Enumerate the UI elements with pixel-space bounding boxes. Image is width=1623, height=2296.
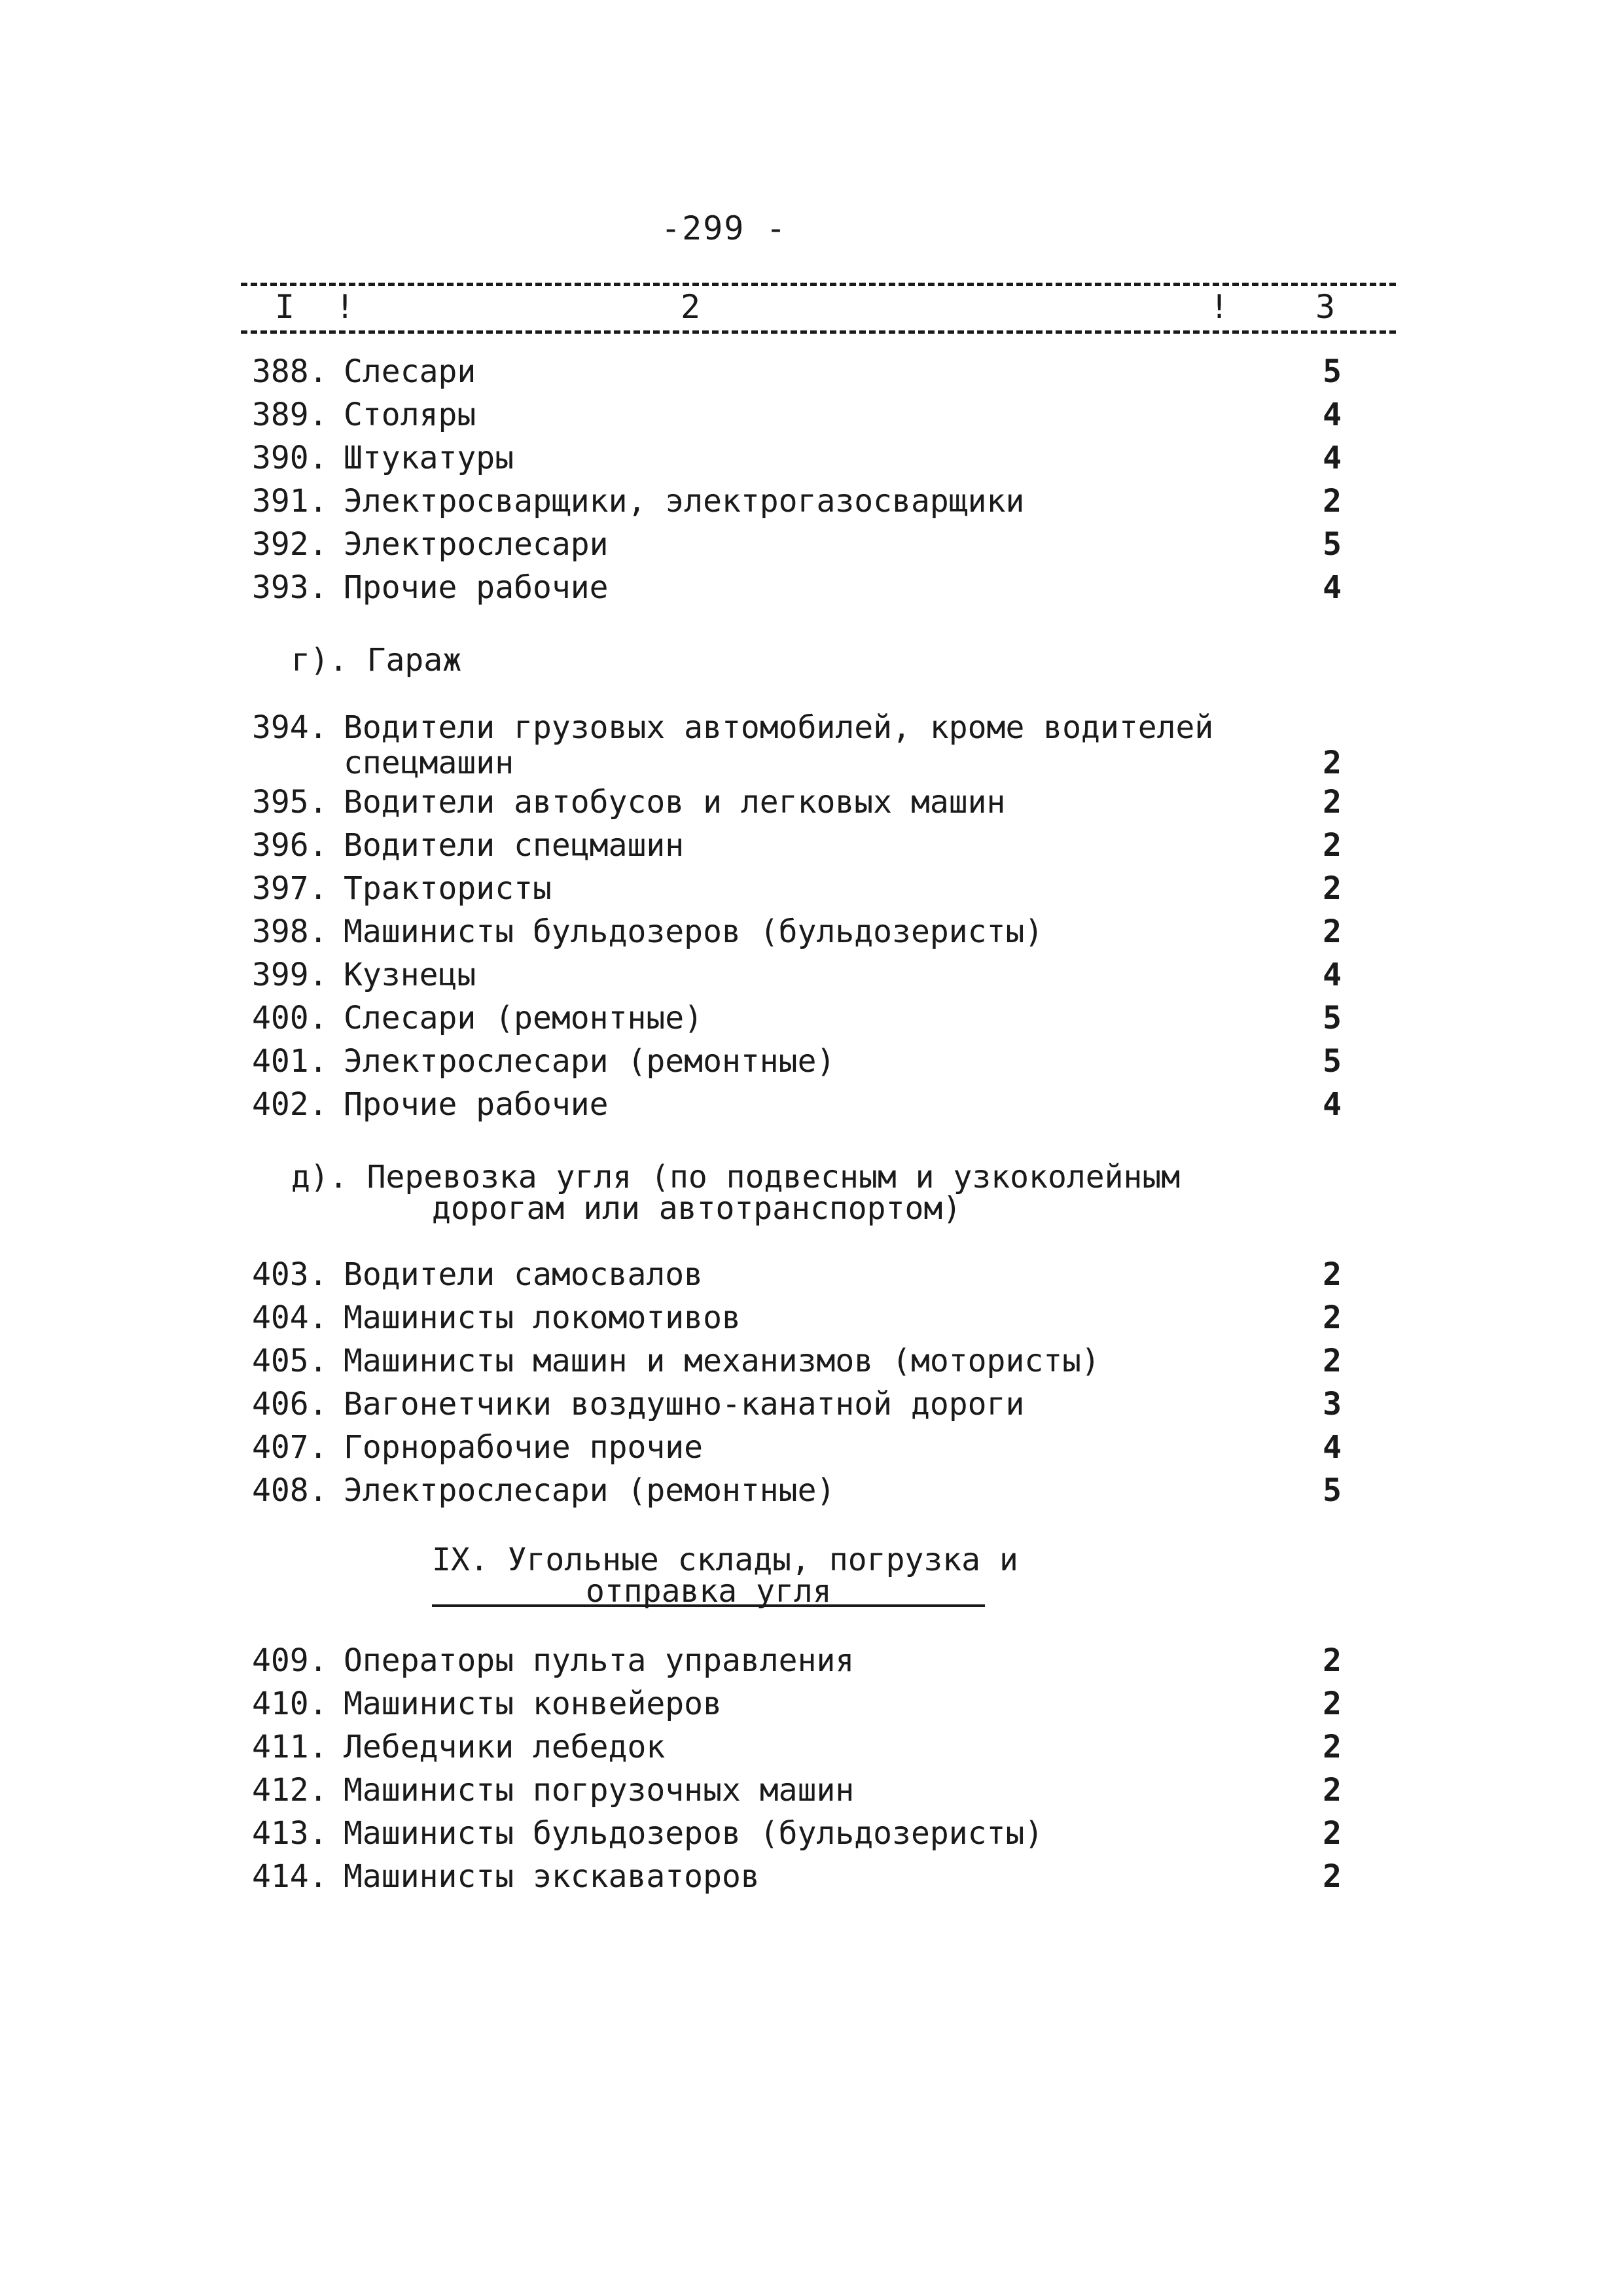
- item-number: 399.: [252, 957, 328, 993]
- list-item: [252, 1253, 1342, 1296]
- item-value: 2: [1323, 1686, 1342, 1722]
- item-number: 402.: [252, 1086, 328, 1123]
- item-label: Электросварщики, электрогазосварщики: [344, 483, 1025, 520]
- item-label: Машинисты бульдозеров (бульдозеристы): [344, 1815, 1044, 1852]
- subheading-garage: г). Гараж: [291, 642, 462, 679]
- item-number: 405.: [252, 1343, 328, 1379]
- item-value: 4: [1323, 440, 1342, 476]
- item-label: Штукатуры: [344, 440, 514, 476]
- item-label: Лебедчики лебедок: [344, 1729, 666, 1765]
- page-number: -299 -: [661, 209, 787, 247]
- item-value: 2: [1323, 1815, 1342, 1852]
- item-label: Водители автобусов и легковых машин: [344, 784, 1006, 821]
- item-label: Вагонетчики воздушно-канатной дороги: [344, 1386, 1025, 1422]
- list-item: [252, 1426, 1342, 1469]
- item-value: 5: [1323, 1472, 1342, 1509]
- list-item: [252, 1769, 1342, 1812]
- item-label: Машинисты экскаваторов: [344, 1858, 760, 1895]
- list-item: [252, 1040, 1342, 1083]
- subheading-line1: д). Перевозка угля (по подвесным и узкоколейным: [291, 1159, 1181, 1195]
- item-number: 413.: [252, 1815, 328, 1852]
- section-title: [432, 1542, 1018, 1610]
- item-value: 2: [1323, 1858, 1342, 1895]
- item-number: 410.: [252, 1686, 328, 1722]
- list-item: [252, 824, 1342, 867]
- item-label-line2: спецмашин: [344, 745, 514, 781]
- list-item: [252, 910, 1342, 953]
- item-value: 5: [1323, 526, 1342, 563]
- list-item: [252, 566, 1342, 609]
- item-label: Электрослесари (ремонтные): [344, 1472, 836, 1509]
- item-number: 414.: [252, 1858, 328, 1895]
- item-label: Электрослесари: [344, 526, 609, 563]
- item-value: 4: [1323, 1086, 1342, 1123]
- item-value: 2: [1323, 1299, 1342, 1336]
- list-item: [252, 781, 1342, 824]
- item-value: 2: [1323, 483, 1342, 520]
- item-value: 5: [1323, 353, 1342, 390]
- item-number: 398.: [252, 913, 328, 950]
- item-label: Столяры: [344, 397, 476, 433]
- item-label: Прочие рабочие: [344, 1086, 609, 1123]
- list-item: [252, 867, 1342, 910]
- item-number: 401.: [252, 1043, 328, 1080]
- item-number: 396.: [252, 827, 328, 864]
- item-value: 2: [1323, 1256, 1342, 1293]
- item-label: Машинисты погрузочных машин: [344, 1772, 855, 1809]
- item-number: 412.: [252, 1772, 328, 1809]
- section-title-line1: IX. Угольные склады, погрузка и: [432, 1542, 1018, 1578]
- list-item: [252, 1855, 1342, 1898]
- list-item: [252, 1339, 1342, 1383]
- item-value: 2: [1323, 784, 1342, 821]
- item-label: Машинисты конвейеров: [344, 1686, 722, 1722]
- item-number: 403.: [252, 1256, 328, 1293]
- item-number: 388.: [252, 353, 328, 390]
- item-value: 4: [1323, 957, 1342, 993]
- column-separator-1: !: [335, 288, 355, 326]
- item-label: Водители самосвалов: [344, 1256, 704, 1293]
- list-item: [252, 523, 1342, 566]
- list-item: [252, 1383, 1342, 1426]
- item-value: 5: [1323, 1000, 1342, 1036]
- item-label: Прочие рабочие: [344, 569, 609, 606]
- item-number: 409.: [252, 1642, 328, 1679]
- item-label: Слесари: [344, 353, 476, 390]
- section-title-underline: [432, 1604, 985, 1607]
- item-label: Операторы пульта управления: [344, 1642, 855, 1679]
- list-item: [252, 1725, 1342, 1769]
- item-value: 2: [1323, 1343, 1342, 1379]
- list-item: [252, 710, 1342, 781]
- list-item: [252, 1639, 1342, 1682]
- item-value: 3: [1323, 1386, 1342, 1422]
- item-label: Слесари (ремонтные): [344, 1000, 704, 1036]
- item-number: 404.: [252, 1299, 328, 1336]
- item-value: 2: [1323, 913, 1342, 950]
- item-label: Электрослесари (ремонтные): [344, 1043, 836, 1080]
- item-number: 389.: [252, 397, 328, 433]
- list-group-g: [252, 710, 1342, 1126]
- subheading-line2: дорогам или автотранспортом): [432, 1190, 962, 1227]
- list-item: [252, 1296, 1342, 1339]
- item-value: 4: [1323, 397, 1342, 433]
- item-value: 5: [1323, 1043, 1342, 1080]
- item-label: Водители спецмашин: [344, 827, 685, 864]
- subheading-coal-transport: [291, 1159, 1181, 1227]
- item-number: 406.: [252, 1386, 328, 1422]
- list-item: [252, 1469, 1342, 1512]
- item-label: Машинисты бульдозеров (бульдозеристы): [344, 913, 1044, 950]
- item-value: 2: [1323, 745, 1342, 781]
- item-number: 394.: [252, 709, 328, 746]
- item-number: 411.: [252, 1729, 328, 1765]
- item-value: 2: [1323, 827, 1342, 864]
- item-label: Трактористы: [344, 870, 552, 907]
- item-number: 400.: [252, 1000, 328, 1036]
- list-item: [252, 997, 1342, 1040]
- item-label: Горнорабочие прочие: [344, 1429, 704, 1466]
- list-group-d: [252, 1253, 1342, 1512]
- header-bottom-rule: [241, 330, 1396, 334]
- list-item: [252, 953, 1342, 997]
- item-value: 2: [1323, 870, 1342, 907]
- item-label: Кузнецы: [344, 957, 476, 993]
- item-number: 393.: [252, 569, 328, 606]
- list-item: [252, 480, 1342, 523]
- item-label-line1: Водители грузовых автомобилей, кроме водителей: [344, 709, 1214, 746]
- item-value: 2: [1323, 1729, 1342, 1765]
- item-value: 2: [1323, 1642, 1342, 1679]
- item-number: 391.: [252, 483, 328, 520]
- header-top-rule: [241, 283, 1396, 286]
- list-item: [252, 393, 1342, 436]
- item-number: 408.: [252, 1472, 328, 1509]
- column-separator-2: !: [1209, 288, 1230, 326]
- list-group-a: [252, 350, 1342, 609]
- list-item: [252, 1812, 1342, 1855]
- item-value: 4: [1323, 569, 1342, 606]
- item-number: 407.: [252, 1429, 328, 1466]
- column-header-1: I: [275, 288, 295, 326]
- list-group-ix: [252, 1639, 1342, 1898]
- item-number: 395.: [252, 784, 328, 821]
- item-label: [344, 710, 1302, 781]
- item-number: 392.: [252, 526, 328, 563]
- item-value: 2: [1323, 1772, 1342, 1809]
- list-item: [252, 1083, 1342, 1126]
- column-header-2: 2: [681, 288, 701, 326]
- list-item: [252, 350, 1342, 393]
- list-item: [252, 436, 1342, 480]
- list-item: [252, 1682, 1342, 1725]
- item-number: 390.: [252, 440, 328, 476]
- item-value: 4: [1323, 1429, 1342, 1466]
- item-label: Машинисты локомотивов: [344, 1299, 741, 1336]
- section-title-line2: отправка угля: [586, 1573, 832, 1610]
- column-header-3: 3: [1315, 288, 1336, 326]
- item-label: Машинисты машин и механизмов (мотористы): [344, 1343, 1100, 1379]
- item-number: 397.: [252, 870, 328, 907]
